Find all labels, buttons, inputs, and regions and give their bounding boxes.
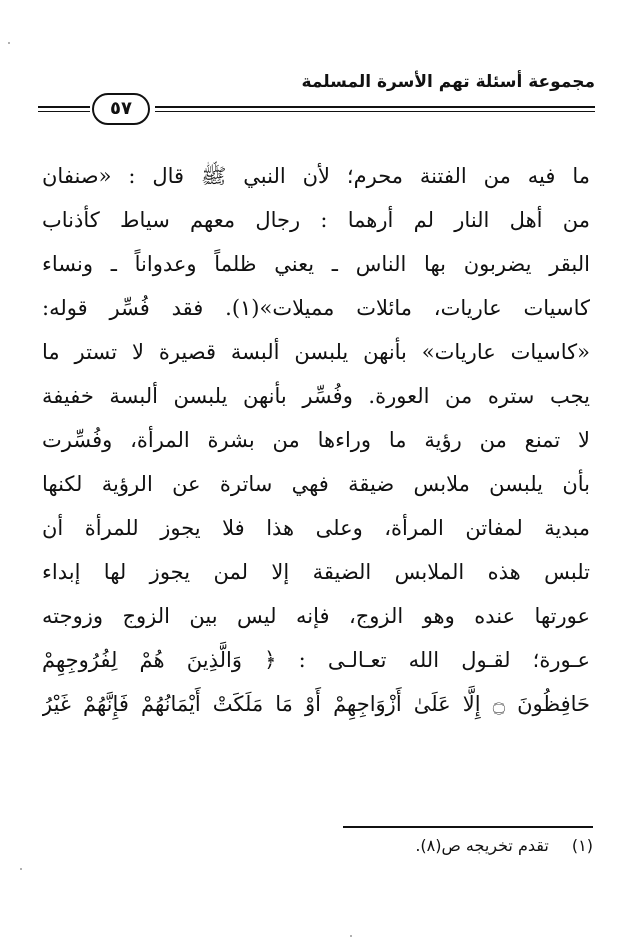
text-line: تلبس هذه الملابس الضيقة إلا لمن يجوز لها إبداء <box>42 560 590 584</box>
header-rule-right <box>155 106 595 114</box>
text-line: ما فيه من الفتنة محرم؛ لأن النبي ﷺ قال : «صنفان <box>42 164 590 188</box>
scan-speck <box>20 868 22 870</box>
footnote-separator <box>343 826 593 828</box>
text-line: كاسيات عاريات، مائلات مميلات»(١). فقد فُسِّر قوله: <box>42 296 590 320</box>
text-line: البقر يضربون بها الناس ـ يعني ظلماً وعدواناً ـ ونساء <box>42 252 590 276</box>
scan-speck <box>8 42 10 44</box>
text-line: من أهل النار لم أرهما : رجال معهم سياط كأذناب <box>42 208 590 232</box>
body-text <box>42 154 590 726</box>
text-line: عورتها عنده وهو الزوج، فإنه ليس بين الزوج وزوجته <box>42 604 590 628</box>
text-line: «كاسيات عاريات» بأنهن يلبسن ألبسة قصيرة لا تستر ما <box>42 340 590 364</box>
scan-speck <box>350 935 352 937</box>
text-line: لا تمنع من رؤية ما وراءها من بشرة المرأة، وفُسِّرت <box>42 428 590 452</box>
running-title: مجموعة أسئلة تهم الأسرة المسلمة <box>301 72 595 92</box>
footnote-number: (١) <box>571 836 593 855</box>
quran-verse-line: حَافِظُونَ ۝ إِلَّا عَلَىٰ أَزْوَاجِهِمْ أَوْ مَا مَلَكَتْ أَيْمَانُهُمْ فَإِنَّهُمْ غَيْرُ <box>42 692 590 716</box>
page-number: ٥٧ <box>92 93 150 125</box>
text-line: بأن يلبسن ملابس ضيقة فهي ساترة عن الرؤية لكنها <box>42 472 590 496</box>
quran-verse-line: عـورة؛ لقـول الله تعـالـى : ﴿ وَالَّذِينَ هُمْ لِفُرُوجِهِمْ <box>42 648 590 672</box>
text-line: مبدية لمفاتن المرأة، وعلى هذا فلا يجوز للمرأة أن <box>42 516 590 540</box>
footnote-text: تقدم تخريجه ص(٨). <box>415 836 549 855</box>
header-rule-left <box>38 106 90 114</box>
text-line: يجب ستره من العورة. وفُسِّر بأنهن يلبسن ألبسة خفيفة <box>42 384 590 408</box>
footnote <box>45 836 593 855</box>
